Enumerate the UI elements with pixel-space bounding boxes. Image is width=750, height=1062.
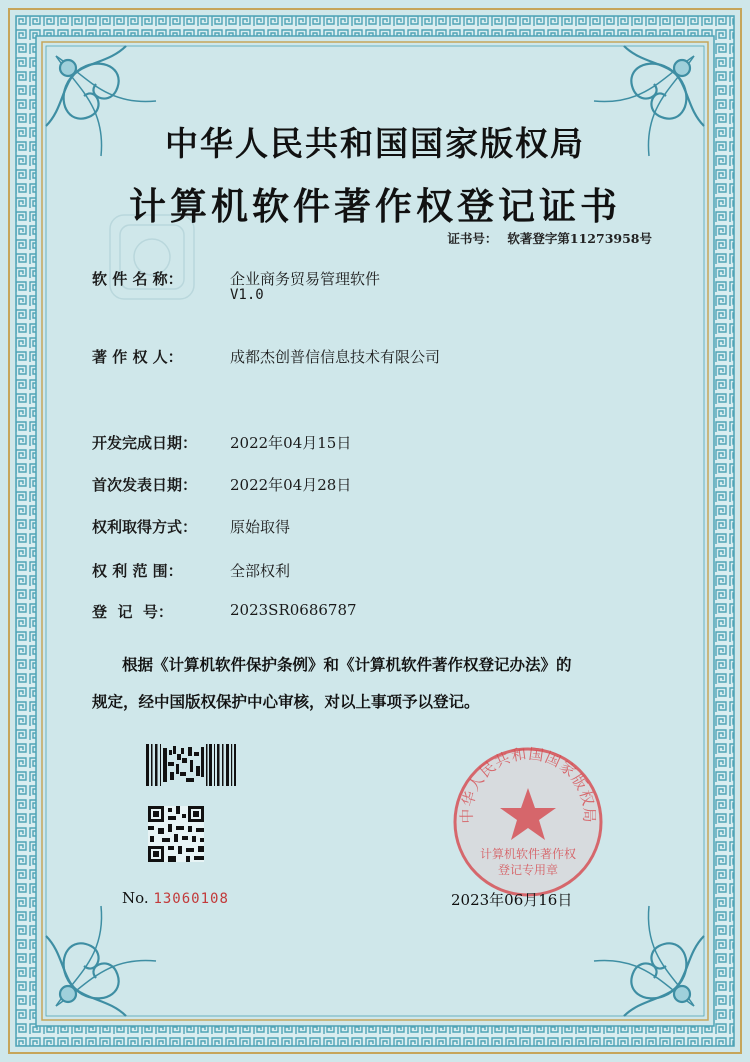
field-value: 企业商务贸易管理软件 — [230, 270, 381, 288]
field-copyright-owner — [92, 346, 441, 367]
serial-number-value: 13060108 — [153, 891, 229, 907]
svg-text:中华人民共和国国家版权局: 中华人民共和国国家版权局 — [457, 744, 599, 824]
qr-code-icon — [148, 806, 204, 862]
field-value: 成都杰创普信信息技术有限公司 — [230, 348, 441, 366]
serial-number — [122, 889, 229, 907]
field-version: V1.0 — [230, 287, 264, 303]
seal-line-2: 登记专用章 — [497, 863, 558, 877]
serial-number-label: No. — [122, 889, 149, 907]
statement-line-2: 规定，经中国版权保护中心审核，对以上事项予以登记。 — [92, 692, 480, 711]
authority-title: 中华人民共和国国家版权局 — [165, 124, 585, 163]
issue-date: 2023年06月16日 — [451, 891, 573, 909]
field-label: 软 件 名 称： — [92, 270, 183, 288]
certificate-number — [447, 229, 652, 247]
field-label: 权利取得方式： — [92, 518, 198, 536]
field-value: 2022年04月15日 — [230, 434, 352, 452]
field-registration-number — [92, 601, 357, 622]
field-label: 首次发表日期： — [92, 476, 198, 494]
field-label: 著 作 权 人： — [92, 348, 183, 366]
certificate-number-label: 证书号： — [447, 231, 498, 246]
field-acquisition-method — [92, 516, 291, 537]
official-seal — [450, 744, 606, 900]
field-value: 原始取得 — [230, 518, 291, 536]
seal-line-1: 计算机软件著作权 — [479, 847, 576, 861]
barcode-icon — [146, 744, 236, 786]
field-value: 2022年04月28日 — [230, 476, 352, 494]
certificate-title: 计算机软件著作权登记证书 — [129, 184, 621, 228]
certificate-number-value: 软著登字第11273958号 — [507, 231, 652, 246]
field-publish-date — [92, 474, 352, 495]
field-value: 全部权利 — [230, 562, 291, 580]
field-software-name — [92, 268, 381, 303]
field-label: 开发完成日期： — [92, 434, 198, 452]
field-value: 2023SR0686787 — [230, 601, 357, 619]
field-label: 权 利 范 围： — [92, 562, 183, 580]
field-label: 登 记 号： — [92, 603, 173, 621]
field-completion-date — [92, 432, 352, 453]
field-rights-scope — [92, 560, 291, 581]
statement-line-1: 根据《计算机软件保护条例》和《计算机软件著作权登记办法》的 — [122, 655, 572, 674]
statement-paragraph — [92, 646, 662, 720]
